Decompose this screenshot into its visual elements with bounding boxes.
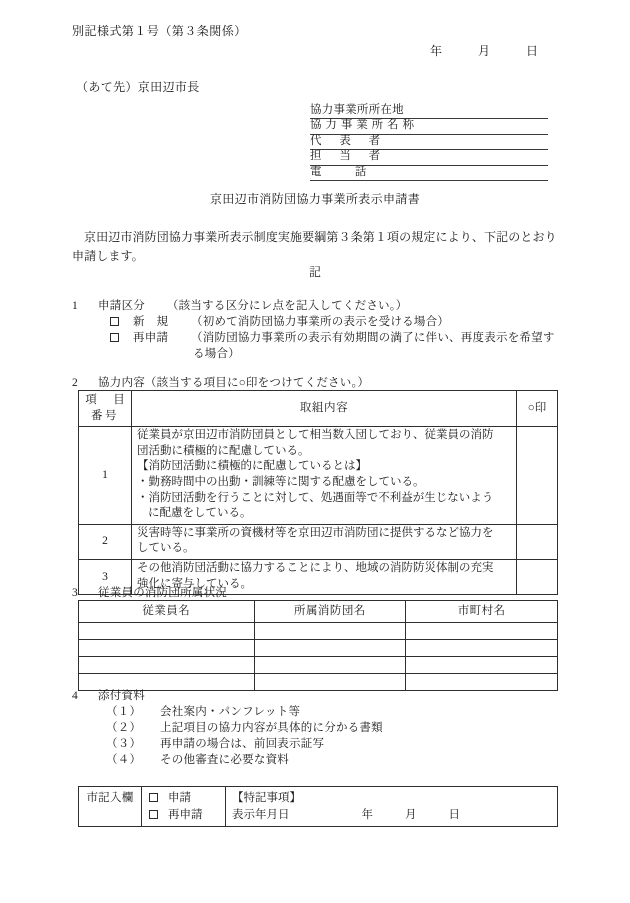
option-reapplication-desc: （消防団協力事業所の表示有効期間の満了に伴い、再度表示を希望す (191, 332, 555, 344)
date-line (430, 42, 538, 60)
checkbox-reapplication[interactable] (110, 333, 119, 342)
form-number: 別記様式第１号（第３条関係） (72, 24, 247, 38)
applicant-label-name: 協力事業所名称 (310, 119, 418, 132)
cell-circle-mark[interactable] (517, 560, 558, 595)
display-date-label: 表示年月日 (232, 808, 290, 821)
content-line: に配慮をしている。 (148, 507, 252, 520)
employee-fire-brigade-table (78, 600, 558, 691)
option-new-application-desc: （初めて消防団協力事業所の表示を受ける場合） (191, 316, 450, 328)
applicant-label-telephone: 電話 (310, 165, 400, 178)
column-header-item-number-line2: 番号 (90, 409, 120, 422)
attachment-item-2 (106, 720, 383, 737)
city-use-notes[interactable] (226, 787, 558, 827)
column-header-brigade-name: 所属消防団名 (254, 601, 406, 623)
date-year-label: 年 (430, 44, 443, 58)
cell-municipality[interactable] (406, 657, 558, 674)
column-header-municipality: 市町村名 (406, 601, 558, 623)
section-3-number: 3 (72, 587, 78, 599)
option-new-application[interactable] (110, 314, 449, 331)
city-check-application[interactable] (149, 790, 225, 807)
attachment-item-4 (106, 752, 289, 769)
cell-brigade-name[interactable] (254, 657, 406, 674)
cell-municipality[interactable] (406, 623, 558, 640)
applicant-row-telephone[interactable] (310, 166, 548, 181)
table-header-row (79, 601, 558, 623)
section-4-number: 4 (72, 690, 78, 702)
addressee: （あて先）京田辺市長 (76, 80, 200, 94)
content-line: 強化に寄与している。 (137, 577, 252, 590)
ki-marker: 記 (308, 265, 321, 279)
display-date-day: 日 (448, 808, 460, 821)
content-line: ・消防団活動を行うことに対して、処遇面等で不利益が生じないよう (137, 491, 494, 504)
cell-municipality[interactable] (406, 640, 558, 657)
city-use-box (78, 786, 558, 827)
cell-item-number: 2 (79, 524, 132, 559)
section-1-number: 1 (72, 300, 78, 312)
applicant-label-representative: 代表者 (310, 134, 398, 147)
column-header-employee-name: 従業員名 (79, 601, 255, 623)
attachment-index-1: （１） (106, 706, 142, 718)
table-row (79, 623, 558, 640)
applicant-label-contact-person: 担当者 (310, 150, 398, 163)
option-reapplication-label: 再申請 (133, 332, 169, 344)
applicant-row-contact-person[interactable] (310, 150, 548, 165)
cell-content (132, 524, 517, 559)
attachment-index-4: （４） (106, 754, 142, 766)
section-2-number: 2 (72, 377, 78, 389)
content-line: その他消防団活動に協力することにより、地域の消防防災体制の充実 (137, 562, 494, 575)
attachment-index-2: （２） (106, 722, 142, 734)
attachment-text-1: 会社案内・パンフレット等 (160, 706, 301, 718)
cell-municipality[interactable] (406, 674, 558, 691)
table-row (79, 674, 558, 691)
display-date-line (232, 807, 557, 824)
content-line: している。 (137, 542, 195, 555)
cell-employee-name[interactable] (79, 640, 255, 657)
checkbox-city-application[interactable] (149, 793, 158, 802)
city-check-application-label: 申請 (168, 792, 191, 804)
section-1-heading (72, 298, 408, 315)
cell-item-number: 1 (79, 427, 132, 525)
cell-brigade-name[interactable] (254, 640, 406, 657)
page-title: 京田辺市消防団協力事業所表示申請書 (209, 192, 421, 206)
content-line: 団活動に積極的に配慮している。 (137, 444, 310, 457)
city-check-reapplication-label: 再申請 (168, 808, 203, 821)
cell-brigade-name[interactable] (254, 674, 406, 691)
checkbox-city-reapplication[interactable] (149, 810, 158, 819)
table-row (79, 427, 558, 525)
cell-employee-name[interactable] (79, 657, 255, 674)
cell-content (132, 427, 517, 525)
attachment-item-3 (106, 736, 324, 753)
content-line: 災害時等に事業所の資機材等を京田辺市消防団に提供するなど協力を (137, 526, 494, 539)
cell-employee-name[interactable] (79, 623, 255, 640)
table-row (79, 640, 558, 657)
date-day-label: 日 (526, 44, 539, 58)
attachment-item-1 (106, 704, 300, 721)
applicant-info-block (310, 104, 548, 181)
content-line: 従業員が京田辺市消防団員として相当数入団しており、従業員の消防 (137, 429, 494, 442)
option-reapplication[interactable] (110, 330, 555, 347)
section-4-title: 添付資料 (98, 690, 145, 702)
applicant-label-address: 協力事業所所在地 (310, 104, 404, 117)
applicant-row-representative[interactable] (310, 135, 548, 150)
section-4-heading (72, 688, 145, 705)
section-2-title: 協力内容（該当する項目に○印をつけてください。） (98, 377, 370, 389)
cell-brigade-name[interactable] (254, 623, 406, 640)
option-reapplication-desc-cont: る場合） (193, 348, 240, 360)
column-header-circle-mark: ○印 (517, 391, 558, 427)
section-1-note: （該当する区分にレ点を記入してください。） (166, 300, 408, 312)
table-header-row (79, 391, 558, 427)
cell-circle-mark[interactable] (517, 427, 558, 525)
attachment-index-3: （３） (106, 738, 142, 750)
cooperation-content-table (78, 390, 558, 595)
applicant-row-address[interactable] (310, 104, 548, 119)
cell-item-number: 3 (79, 560, 132, 595)
attachment-text-4: その他審査に必要な資料 (160, 754, 290, 766)
city-use-checkboxes (142, 787, 226, 827)
section-3-title: 従業員の消防団所属状況 (98, 587, 228, 599)
column-header-item-number-line1: 項 目 (85, 394, 128, 406)
cell-circle-mark[interactable] (517, 524, 558, 559)
attachment-text-2: 上記項目の協力内容が具体的に分かる書類 (160, 722, 383, 734)
option-new-application-label: 新 規 (133, 316, 169, 328)
attachment-text-3: 再申請の場合は、前回表示証写 (160, 738, 325, 750)
lead-paragraph: 京田辺市消防団協力事業所表示制度実施要綱第３条第１項の規定により、下記のとおり申請します。 (72, 230, 557, 264)
content-line: ・勤務時間中の出動・訓練等に関する配慮をしている。 (137, 475, 425, 488)
city-use-row (79, 787, 558, 827)
city-check-reapplication[interactable] (149, 807, 225, 824)
special-notes-title: 【特記事項】 (232, 792, 301, 804)
applicant-row-name[interactable] (310, 119, 548, 134)
column-header-item-number (79, 391, 132, 427)
column-header-content: 取組内容 (132, 391, 517, 427)
table-row (79, 524, 558, 559)
display-date-month: 月 (405, 808, 417, 821)
display-date-year: 年 (361, 808, 373, 821)
content-line: 【消防団活動に積極的に配慮しているとは】 (137, 460, 367, 473)
section-1-title: 申請区分 (98, 300, 145, 312)
checkbox-new-application[interactable] (110, 317, 119, 326)
table-row (79, 657, 558, 674)
city-use-label: 市記入欄 (79, 787, 142, 827)
date-month-label: 月 (478, 44, 491, 58)
